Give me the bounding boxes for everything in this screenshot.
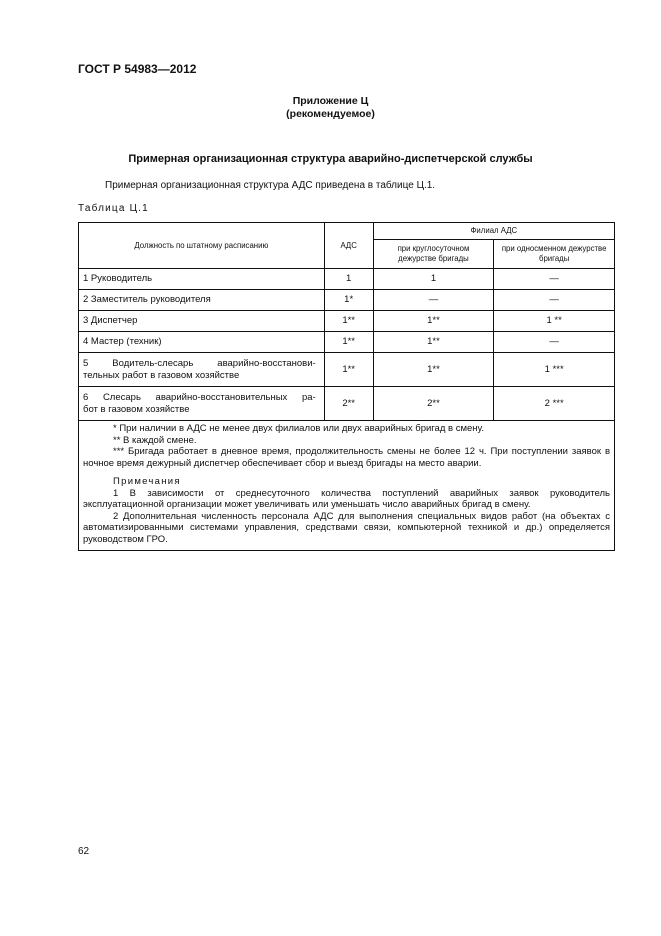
cell-position (79, 387, 325, 421)
appendix-title: Приложение Ц (292, 95, 369, 107)
table-notes-row (79, 421, 615, 551)
cell-single-shift: 1 ** (494, 311, 615, 332)
header-ads: АДС (324, 223, 373, 269)
cell-single-shift: — (494, 269, 615, 290)
cell-ads: 1 (324, 269, 373, 290)
cell-position-line2: тельных работ в газовом хозяйстве (83, 369, 240, 381)
cell-single-shift: 1 *** (494, 353, 615, 387)
cell-round-the-clock: 1** (373, 353, 494, 387)
cell-round-the-clock: 1** (373, 311, 494, 332)
table-row (79, 353, 615, 387)
intro-paragraph: Примерная организационная структура АДС приведена в таблице Ц.1. (105, 180, 436, 191)
cell-position: 1 Руководитель (79, 269, 325, 290)
cell-ads: 1* (324, 290, 373, 311)
cell-position-line2: бот в газовом хозяйстве (83, 403, 190, 415)
appendix-type: (рекомендуемое) (286, 108, 375, 120)
cell-position (79, 353, 325, 387)
cell-single-shift: 2 *** (494, 387, 615, 421)
cell-position: 2 Заместитель руководителя (79, 290, 325, 311)
notes-title: Примечания (113, 476, 181, 487)
footnote-3: *** Бригада работает в дневное время, продолжительность смены не более 12 ч. При поступлении заявок в ночное время дежурный диспетчер обеспечивает сбор и выезд бригады на место аварии. (83, 446, 610, 469)
header-position: Должность по штатному расписанию (79, 223, 325, 269)
standard-designation: ГОСТ Р 54983—2012 (78, 62, 197, 76)
cell-ads: 2** (324, 387, 373, 421)
header-branch: Филиал АДС (373, 223, 614, 240)
table-row (79, 387, 615, 421)
cell-ads: 1** (324, 311, 373, 332)
table-row (79, 311, 615, 332)
cell-position-line1: 6 Слесарь аварийно-восстановительных ра- (83, 392, 316, 403)
cell-position-line1: 5 Водитель-слесарь аварийно-восстанови- (83, 358, 316, 369)
cell-round-the-clock: 1** (373, 332, 494, 353)
footnote-2: ** В каждой смене. (113, 434, 197, 446)
table-row (79, 290, 615, 311)
cell-single-shift: — (494, 332, 615, 353)
notes-cell (79, 421, 615, 551)
cell-single-shift: — (494, 290, 615, 311)
cell-ads: 1** (324, 353, 373, 387)
cell-round-the-clock: 1 (373, 269, 494, 290)
cell-position: 4 Мастер (техник) (79, 332, 325, 353)
note-2: 2 Дополнительная численность персонала АДС для выполнения специальных видов работ (на объектах с автоматизированными системами управления, средствами связи, компьютерной техникой и др.) определяется руководством ГРО. (83, 510, 610, 545)
table-row (79, 332, 615, 353)
staff-structure-table (78, 222, 615, 551)
section-title: Примерная организационная структура аварийно-диспетчерской службы (128, 153, 533, 165)
page-number: 62 (78, 846, 90, 857)
note-1: 1 В зависимости от среднесуточного количества поступлений аварийных заявок руководитель эксплуатационной организации может увеличивать или уменьшать число аварийных бригад в смену. (83, 487, 610, 510)
table-row (79, 269, 615, 290)
footnote-1: * При наличии в АДС не менее двух филиалов или двух аварийных бригад в смену. (113, 423, 484, 434)
cell-ads: 1** (324, 332, 373, 353)
cell-round-the-clock: 2** (373, 387, 494, 421)
cell-position: 3 Диспетчер (79, 311, 325, 332)
header-single-shift: при односменном дежурстве бригады (494, 240, 615, 269)
table-label: Таблица Ц.1 (78, 203, 149, 214)
header-round-the-clock: при круглосуточном дежурстве бригады (373, 240, 494, 269)
cell-round-the-clock: — (373, 290, 494, 311)
